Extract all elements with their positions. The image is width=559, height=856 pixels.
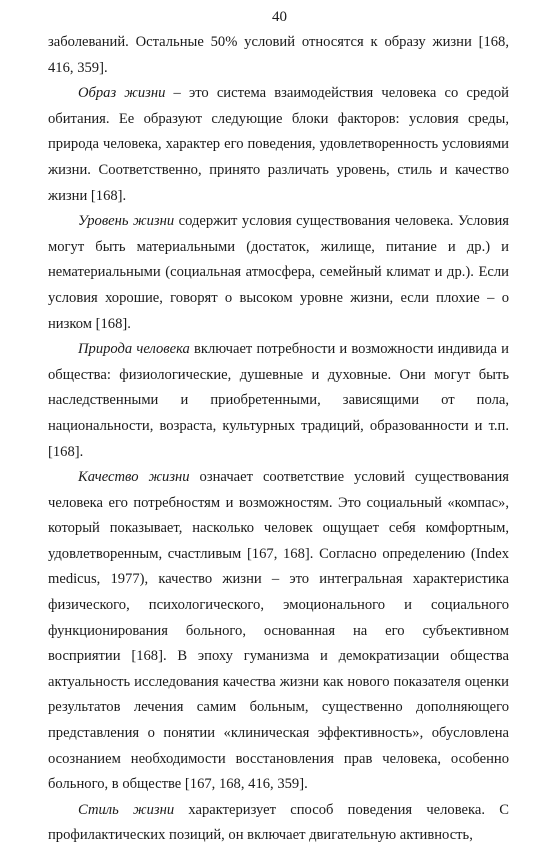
paragraph-quality-of-life [48, 465, 509, 798]
page-body [48, 30, 509, 849]
paragraph-text: включает потребности и возможности индивида и общества: физиологические, душевные и духовные. Они могут быть наследственными и приобретенными, зависящими от пола, национальности, возраста, культурных традиций, образованности и т.п. [168]. [48, 341, 509, 460]
term-human-nature: Природа человека [78, 341, 190, 358]
paragraph-continuation [48, 30, 509, 81]
term-life-style: Стиль жизни [78, 801, 175, 818]
term-living-standard: Уровень жизни [78, 213, 175, 230]
paragraph-text: содержит условия существования человека. Условия могут быть материальными (достаток, жилище, питание и др.) и нематериальными (социальная атмосфера, семейный климат и др.). Если условия хорошие, говорят о высоком уровне жизни, если плохие – о низком [168]. [48, 213, 509, 332]
term-quality-of-life: Качество жизни [78, 469, 190, 486]
paragraph-living-standard [48, 209, 509, 337]
paragraph-life-style [48, 798, 509, 849]
paragraph-text: характеризует способ поведения человека. С профилактических позиций, он включает двигательную активность, [48, 801, 509, 844]
paragraph-human-nature [48, 337, 509, 465]
page-number: 40 [272, 9, 287, 25]
paragraph-text: означает соответствие условий существования человека его потребностям и возможностям. Это социальный «компас», который показывает, насколько человек ощущает себя комфортным, удовлетворенным, счастливым [167, 168]. Согласно определению (Index medicus, 1977), качество жизни – это интегральная характеристика физического, психологического, эмоционального и социального функционирования больного, основанная на его субъективном восприятии [168]. В эпоху гуманизма и демократизации общества актуальность исследования качества жизни как нового показателя оценки результатов лечения самим больным, существенно дополняющего представления о понятии «клиническая эффективность», обусловлена осознанием необходимости восстановления прав человека, особенно больного, в обществе [167, 168, 416, 359]. [48, 469, 509, 793]
term-lifestyle: Образ жизни [78, 85, 166, 102]
paragraph-text: заболеваний. Остальные 50% условий относятся к образу жизни [168, 416, 359]. [48, 34, 509, 76]
paragraph-text: – это система взаимодействия человека со средой обитания. Ее образуют следующие блоки факторов: условия среды, природа человека, характер его поведения, удовлетворенность условиями жизни. Соответственно, принято различать уровень, стиль и качество жизни [168]. [48, 85, 509, 204]
paragraph-lifestyle [48, 81, 509, 209]
